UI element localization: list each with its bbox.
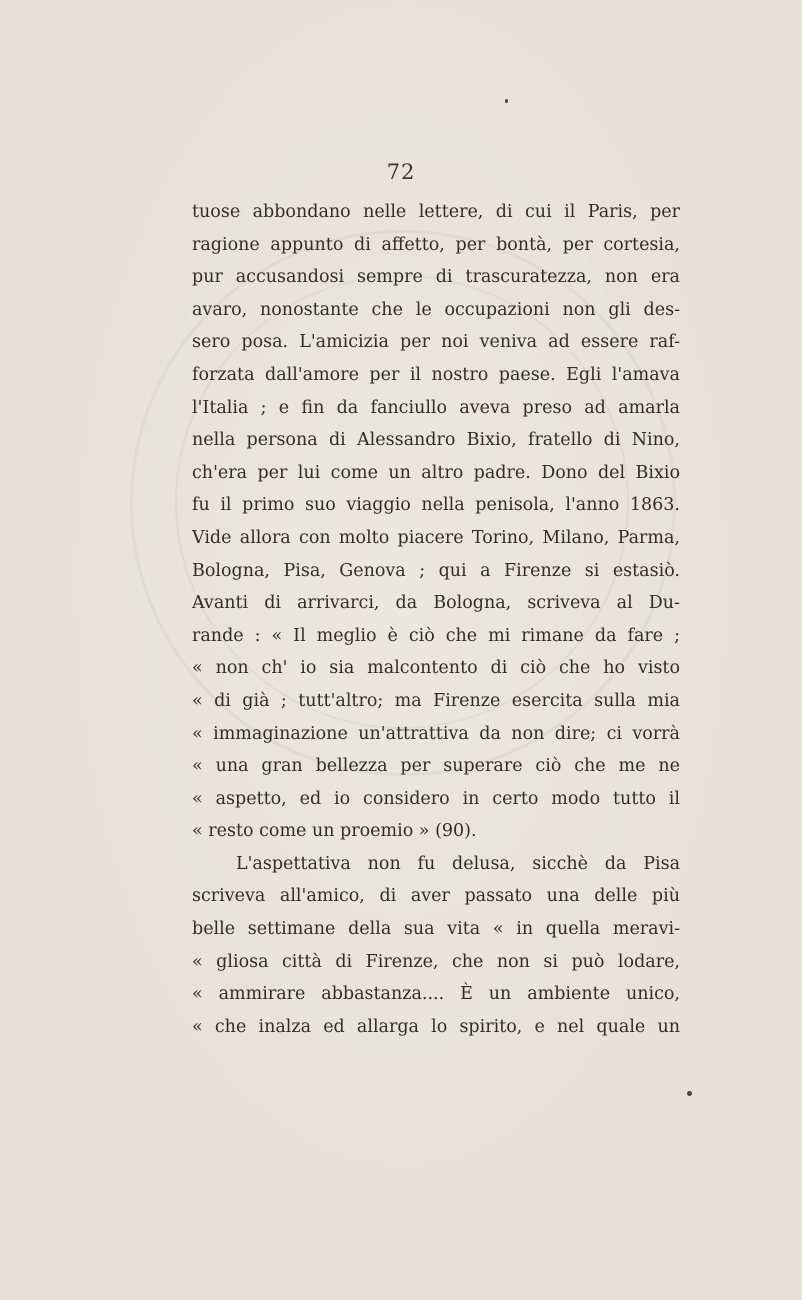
text-line: « immaginazione un'attrattiva da non dire; ci vorrà (192, 723, 680, 744)
text-line: « che inalza ed allarga lo spirito, e nel quale un (192, 1016, 680, 1037)
text-line: l'Italia ; e fin da fanciullo aveva preso ad amarla (192, 397, 680, 418)
text-line: « gliosa città di Firenze, che non si può lodare, (192, 951, 680, 972)
text-line: rande : « Il meglio è ciò che mi rimane da fare ; (192, 625, 680, 646)
text-line: fu il primo suo viaggio nella penisola, l'anno 1863. (192, 495, 680, 516)
text-line: avaro, nonostante che le occupazioni non gli des- (192, 299, 680, 320)
text-line: scriveva all'amico, di aver passato una delle più (192, 886, 680, 907)
text-line: forzata dall'amore per il nostro paese. Egli l'amava (192, 364, 680, 385)
text-line: « ammirare abbastanza.... È un ambiente unico, (192, 984, 680, 1005)
text-line: L'aspettativa non fu delusa, sicchè da Pisa (236, 853, 680, 874)
text-line: Vide allora con molto piacere Torino, Milano, Parma, (192, 527, 680, 548)
text-line: ragione appunto di affetto, per bontà, per cortesia, (192, 234, 680, 255)
text-line: « resto come un proemio » (90). (192, 821, 477, 842)
text-line: « non ch' io sia malcontento di ciò che ho visto (192, 658, 680, 679)
text-line: « di già ; tutt'altro; ma Firenze esercita sulla mia (192, 690, 680, 711)
page-number: 72 (386, 160, 416, 184)
text-line: « una gran bellezza per superare ciò che me ne (192, 756, 680, 777)
text-line: nella persona di Alessandro Bixio, fratello di Nino, (192, 430, 680, 451)
text-line: Bologna, Pisa, Genova ; qui a Firenze si estasiò. (192, 560, 680, 581)
text-line: « aspetto, ed io considero in certo modo tutto il (192, 788, 680, 809)
text-line: sero posa. L'amicizia per noi veniva ad essere raf- (192, 332, 680, 353)
text-line: belle settimane della sua vita « in quella meravi- (192, 919, 680, 940)
text-line: Avanti di arrivarci, da Bologna, scriveva al Du- (192, 593, 680, 614)
body-text (192, 196, 680, 1043)
ink-speck (687, 1091, 692, 1096)
text-line: ch'era per lui come un altro padre. Dono del Bixio (192, 462, 680, 483)
ink-speck (505, 99, 508, 103)
text-line: pur accusandosi sempre di trascuratezza, non era (192, 267, 680, 288)
text-line: tuose abbondano nelle lettere, di cui il Paris, per (192, 202, 680, 222)
